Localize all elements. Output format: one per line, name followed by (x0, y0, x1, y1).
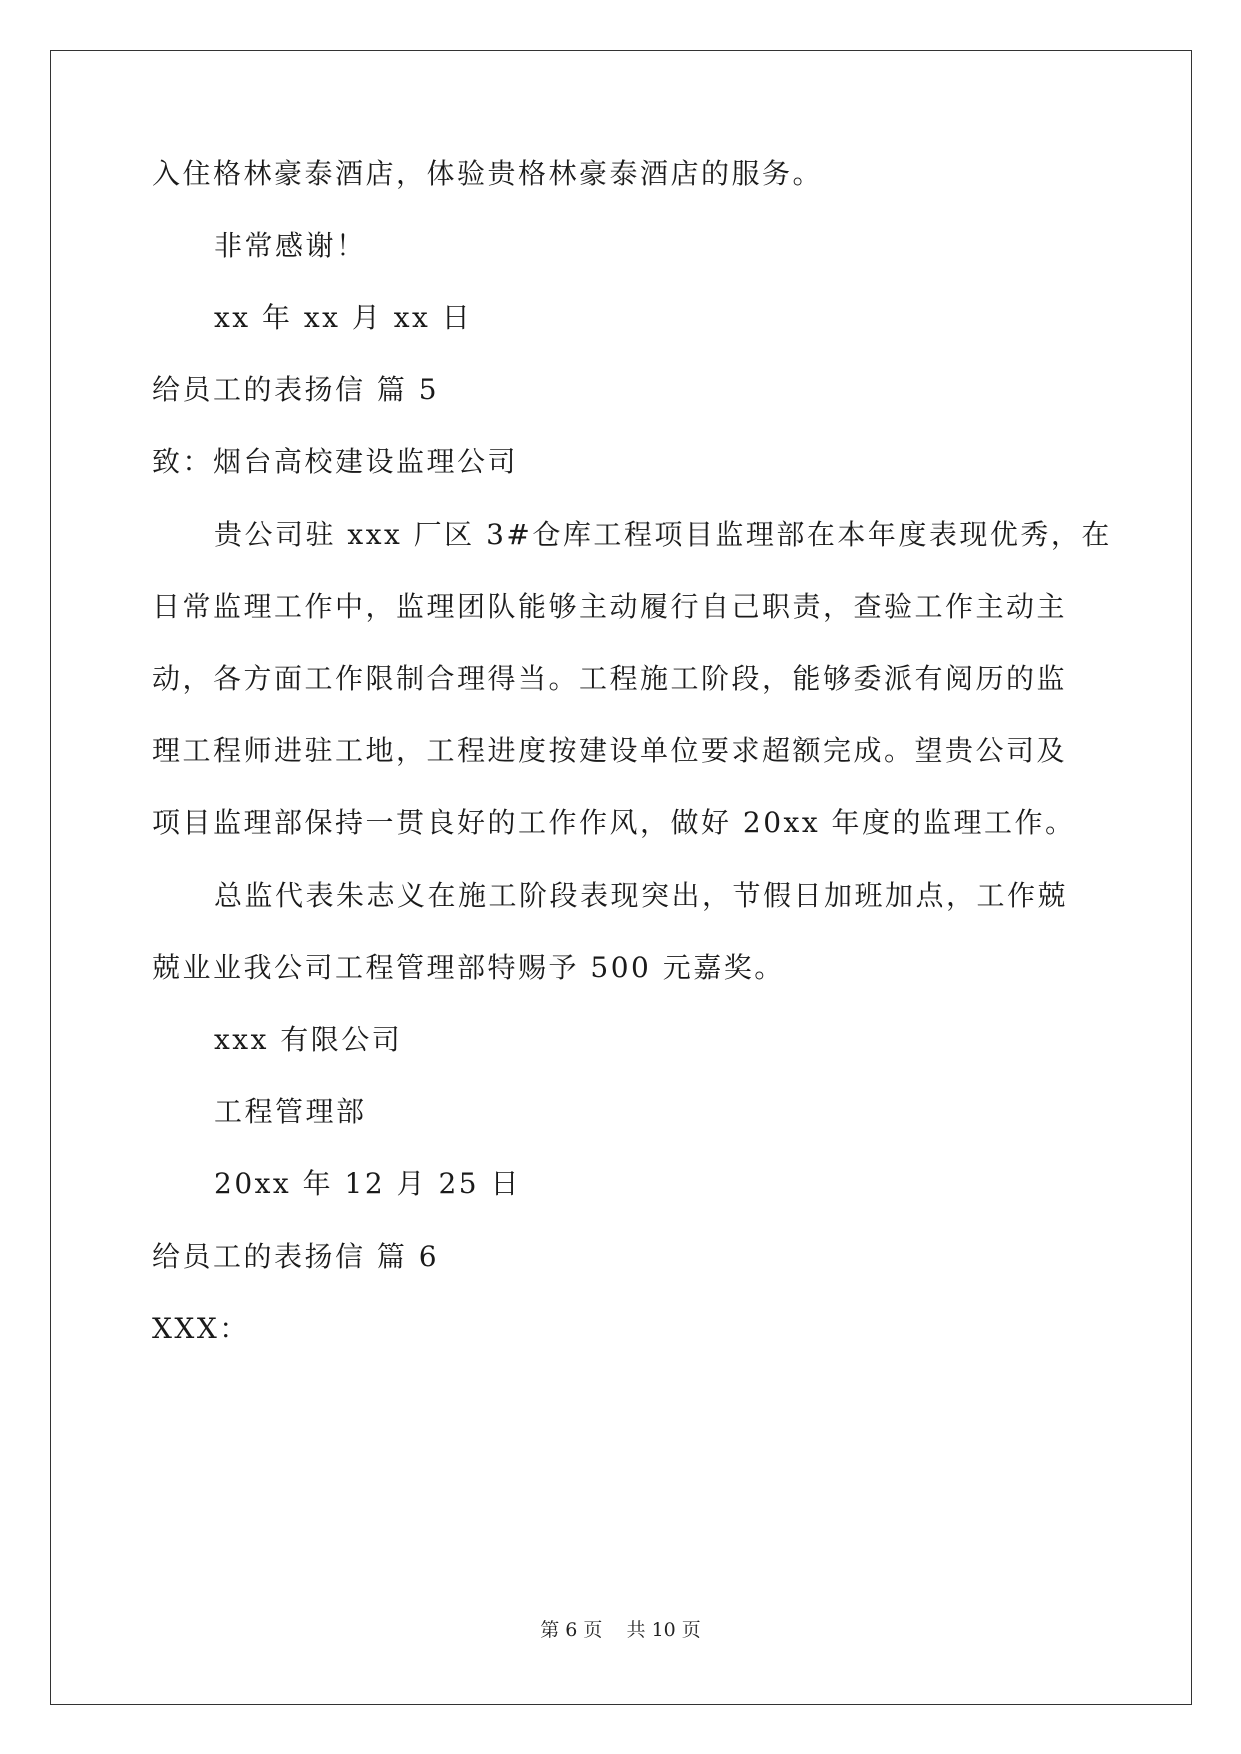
signature-company: xxx 有限公司 (214, 1023, 403, 1056)
letter-recipient: 致：烟台高校建设监理公司 (152, 445, 519, 478)
section-heading: 给员工的表扬信 篇 5 (152, 373, 440, 406)
closing-thanks: 非常感谢！ (214, 229, 367, 262)
section-heading: 给员工的表扬信 篇 6 (152, 1240, 440, 1273)
body-text-line: 动，各方面工作限制合理得当。工程施工阶段，能够委派有阅历的监 (152, 662, 1068, 695)
signature-department: 工程管理部 (214, 1095, 367, 1128)
body-text-line: 理工程师进驻工地，工程进度按建设单位要求超额完成。望贵公司及 (152, 734, 1068, 767)
body-text-line: 贵公司驻 xxx 厂区 3#仓库工程项目监理部在本年度表现优秀，在 (214, 518, 1112, 551)
body-text-line: 入住格林豪泰酒店，体验贵格林豪泰酒店的服务。 (152, 157, 824, 190)
page-number: 第 6 页 共 10 页 (540, 1619, 701, 1641)
signature-date: 20xx 年 12 月 25 日 (214, 1167, 521, 1200)
letter-recipient: XXX： (152, 1312, 250, 1345)
letter-date: xx 年 xx 月 xx 日 (214, 301, 473, 334)
body-text-line: 总监代表朱志义在施工阶段表现突出，节假日加班加点，工作兢 (214, 879, 1069, 912)
body-text-line: 日常监理工作中，监理团队能够主动履行自己职责，查验工作主动主 (152, 590, 1068, 623)
body-text-line: 兢业业我公司工程管理部特赐予 500 元嘉奖。 (152, 951, 785, 984)
body-text-line: 项目监理部保持一贯良好的工作作风，做好 20xx 年度的监理工作。 (152, 806, 1076, 839)
